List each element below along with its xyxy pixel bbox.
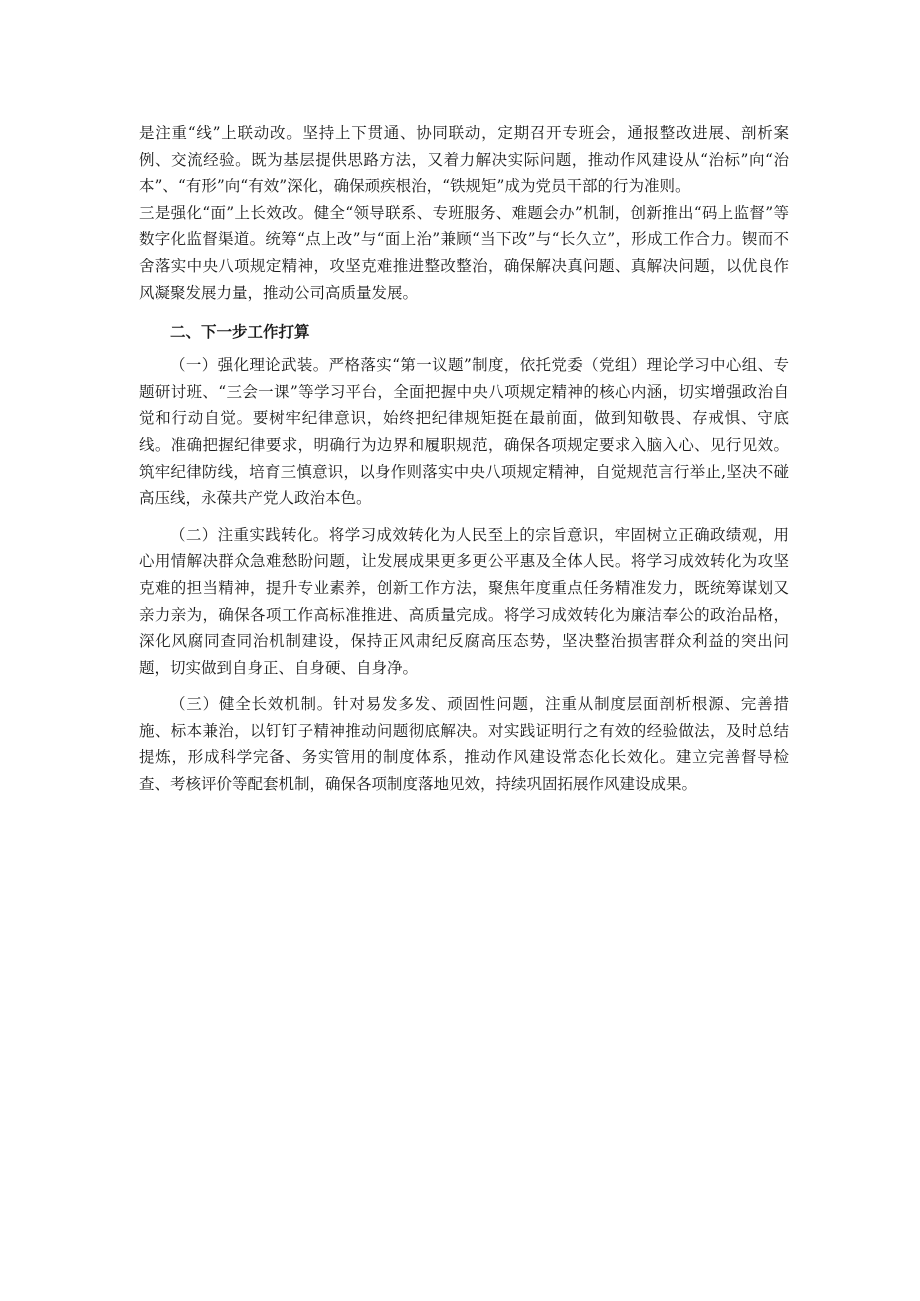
paragraph-longterm-mechanism: （三）健全长效机制。针对易发多发、顽固性问题，注重从制度层面剖析根源、完善措施、标本兼治，以钉钉子精神推动问题彻底解决。对实践证明行之有效的经验做法，及时总结提炼，形成科学完备、务实管用的制度体系，推动作风建设常态化长效化。建立完善督导检查、考核评价等配套机制，确保各项制度落地见效，持续巩固拓展作风建设成果。: [139, 695, 789, 794]
paragraph-practice-transformation: （二）注重实践转化。将学习成效转化为人民至上的宗旨意识，牢固树立正确政绩观，用心用情解决群众急难愁盼问题，让发展成果更多更公平惠及全体人民。将学习成效转化为攻坚克难的担当精神，提升专业素养，创新工作方法，聚焦年度重点任务精准发力，既统筹谋划又亲力亲为，确保各项工作高标准推进、高质量完成。将学习成效转化为廉洁奉公的政治品格，深化风腐同查同治机制建设，保持正风肃纪反腐高压态势，坚决整治损害群众利益的突出问题，切实做到自身正、自身硬、自身净。: [139, 525, 789, 677]
section-heading: 二、下一步工作打算: [170, 323, 310, 342]
paragraph-surface-longterm: 三是强化“面”上长效改。健全“领导联系、专班服务、难题会办”机制，创新推出“码上监督”等数字化监督渠道。统筹“点上改”与“面上治”兼顾“当下改”与“长久立”，形成工作合力。锲而不舍落实中央八项规定精神，攻坚克难推进整改整治，确保解决真问题、真解决问题，以优良作风凝聚发展力量，推动公司高质量发展。: [139, 203, 789, 302]
paragraph-theory-armament: （一）强化理论武装。严格落实“第一议题”制度，依托党委（党组）理论学习中心组、专题研讨班、“三会一课”等学习平台，全面把握中央八项规定精神的核心内涵，切实增强政治自觉和行动自觉。要树牢纪律意识，始终把纪律规矩挺在最前面，做到知敬畏、存戒惧、守底线。准确把握纪律要求，明确行为边界和履职规范，确保各项规定要求入脑入心、见行见效。筑牢纪律防线，培育三慎意识，以身作则落实中央八项规定精神，自觉规范言行举止,坚决不碰高压线，永葆共产党人政治本色。: [139, 356, 789, 508]
document-page: [139, 120, 789, 798]
paragraph-line-linkage: 是注重“线”上联动改。坚持上下贯通、协同联动，定期召开专班会，通报整改进展、剖析案例、交流经验。既为基层提供思路方法，又着力解决实际问题，推动作风建设从“治标”向“治本”、“有形”向“有效”深化，确保顽疾根治，“铁规矩”成为党员干部的行为准则。: [139, 124, 789, 196]
